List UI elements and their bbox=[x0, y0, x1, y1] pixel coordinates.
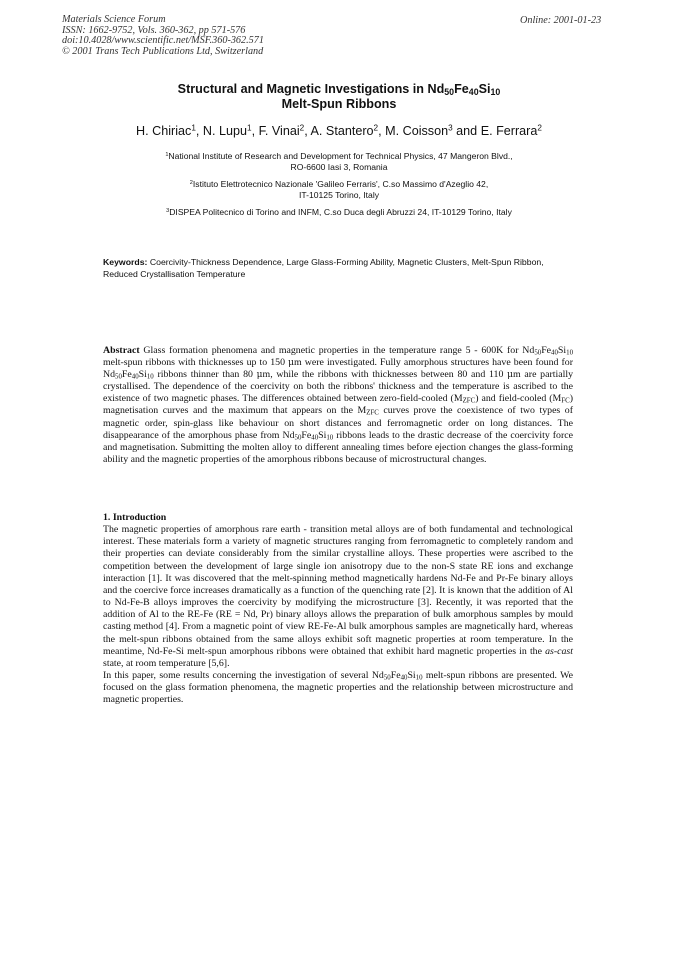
author: N. Lupu$^1$ bbox=[202, 123, 252, 138]
aff-number: 3 bbox=[166, 207, 170, 214]
aff-text: Istituto Elettrotecnico Nazionale 'Galileo Ferraris', C.so Massimo d'Azeglio 42, bbox=[192, 179, 489, 189]
paper-title bbox=[40, 82, 638, 111]
separator: , bbox=[251, 124, 259, 138]
author-list bbox=[40, 124, 638, 138]
formula-sub: 50 bbox=[444, 87, 455, 98]
separator: , bbox=[378, 124, 386, 138]
issn: ISSN: 1662-9752, Vols. 360-362, pp 571-576 bbox=[62, 24, 246, 36]
affiliation-3 bbox=[60, 207, 618, 218]
abstract: Abstract Glass formation phenomena and magnetic properties in the temperature range 5 - 600K for $Nd_{50}Fe_{40}Si_{10}$ melt-spun ribbons with thicknesses up to 150 μm were investigated. Fully amorphous structures have been found for $Nd_{50}Fe_{40}Si_{10}$ ribbons thinner than 80 μm, while the ribbons with thicknesses between 80 and 110 μm are partially crystallised. The dependence of the coercivity on both the ribbons' thickness and the temperature is ascribed to the existence of two magnetic phases. The differences obtained between zero-field-cooled $(M_{ZFC})$ and field-cooled $(M_{FC})$ magnetisation curves and the maximum that appears on the $M_{ZFC}$ curves prove the coexistence of two types of magnetic order, spin-glass like behaviour on short distances and ferromagnetic order on long distances. The disappearance of the amorphous phase from $Nd_{50}Fe_{40}Si_{10}$ ribbons leads to the drastic decrease of the coercivity force and magnetisation. Submitting the molten alloy to different annealing times before ejection changes the glass-forming ability and the magnetic properties of the amorphous ribbons because of microstructural changes. bbox=[103, 345, 573, 465]
formula: $Nd_{50}Fe_{40}Si_{10}$ bbox=[371, 669, 423, 682]
affiliation-1 bbox=[60, 151, 618, 174]
separator: and bbox=[452, 124, 481, 138]
author: E. Ferrara$^2$ bbox=[480, 123, 542, 138]
subscript: ZFC bbox=[366, 410, 379, 418]
aff-number: 2 bbox=[189, 179, 193, 186]
author: A. Stantero$^2$ bbox=[310, 123, 379, 138]
affiliation-2 bbox=[60, 179, 618, 202]
title-line-1 bbox=[40, 82, 638, 97]
mu-symbol: μ bbox=[256, 370, 263, 381]
formula-sub: 40 bbox=[468, 87, 479, 98]
title-line-2: Melt-Spun Ribbons bbox=[281, 96, 397, 111]
aff-text: National Institute of Research and Development for Technical Physics, 47 Mangeron Blvd., bbox=[168, 151, 513, 161]
keywords-label: Keywords: bbox=[103, 257, 148, 267]
formula-el: Si bbox=[478, 82, 491, 96]
author: M. Coisson$^3$ bbox=[385, 123, 453, 138]
subscript: ZFC bbox=[462, 398, 476, 406]
author: H. Chiriac$^1$ bbox=[136, 123, 196, 138]
journal-name: Materials Science Forum bbox=[62, 14, 166, 25]
formula: $Nd_{50}Fe_{40}Si_{10}$ bbox=[282, 429, 334, 442]
aff-text: DISPEA Politecnico di Torino and INFM, C.so Duca degli Abruzzi 24, IT-10129 Torino, Italy bbox=[169, 207, 512, 217]
formula: $Nd_{50}Fe_{40}Si_{10}$ bbox=[522, 345, 573, 357]
subscript: FC bbox=[561, 398, 570, 406]
formula: $Nd_{50}Fe_{40}Si_{10}$ bbox=[103, 369, 154, 381]
paragraph: The magnetic properties of amorphous rare earth - transition metal alloys are of both fundamental and technological interest. These materials form a variety of magnetic structures ranging from ferromagnetic to completely random and their properties can deviate considerably from the similar crystalline alloys. These properties were ascribed to the competition between the development of large single ion anisotropy due to the non-S state RE ions and exchange interaction [1]. It was discovered that the melt-spinning method magnetically hardens Nd-Fe and Pr-Fe binary alloys and the coercive force increases dramatically as a function of the quenching rate [2]. It is known that the addition of Al to Nd-Fe-B alloys improves the coercivity by modifying the microstructure [3]. Recently, it was reported that the addition of Al to the RE-Fe (RE = Nd, Pr) binary alloys allows the preparation of bulk amorphous samples by mould casting method [4]. From a magnetic point of view RE-Fe-Al bulk amorphous samples are magnetically hard, whereas the melt-spun ribbons obtained from the same alloys exhibit soft magnetic properties at room temperature. In the meantime, Nd-Fe-Si melt-spun amorphous ribbons were obtained that exhibit hard magnetic properties in the as-cast state, at room temperature [5,6]. bbox=[103, 524, 573, 669]
copyright: © 2001 Trans Tech Publications Ltd, Switzerland bbox=[62, 45, 264, 57]
aff-text: RO-6600 Iasi 3, Romania bbox=[290, 162, 388, 173]
aff-text: IT-10125 Torino, Italy bbox=[298, 190, 380, 201]
online-date: Online: 2001-01-23 bbox=[520, 15, 602, 26]
keywords bbox=[103, 257, 573, 280]
aff-number: 1 bbox=[165, 151, 169, 158]
author: F. Vinai$^2$ bbox=[258, 123, 305, 138]
publication-info bbox=[62, 15, 264, 57]
section-heading: 1. Introduction bbox=[103, 512, 167, 523]
formula-sub: 10 bbox=[490, 87, 501, 98]
doi[interactable]: doi:10.4028/www.scientific.net/MSF.360-362.571 bbox=[62, 35, 264, 47]
italic-term: as-cast bbox=[545, 645, 573, 657]
separator: , bbox=[195, 124, 203, 138]
title-text: Structural and Magnetic Investigations in Nd bbox=[177, 82, 445, 96]
keywords-text: Coercivity-Thickness Dependence, Large Glass-Forming Ability, Magnetic Clusters, Melt-Spun Ribbon, Reduced Crystallisation Temperature bbox=[103, 257, 544, 279]
abstract-label: Abstract bbox=[103, 345, 140, 356]
introduction-section bbox=[103, 512, 573, 706]
paragraph: In this paper, some results concerning the investigation of several $Nd_{50}Fe_{40}Si_{10}$ melt-spun ribbons are presented. We focused on the glass formation phenomena, the magnetic properties and the relationship between microstructure and magnetic properties. bbox=[103, 669, 573, 706]
mu-symbol: μ bbox=[507, 370, 514, 381]
mu-symbol: μ bbox=[288, 358, 294, 369]
formula-el: Fe bbox=[454, 82, 469, 96]
separator: , bbox=[304, 124, 311, 138]
